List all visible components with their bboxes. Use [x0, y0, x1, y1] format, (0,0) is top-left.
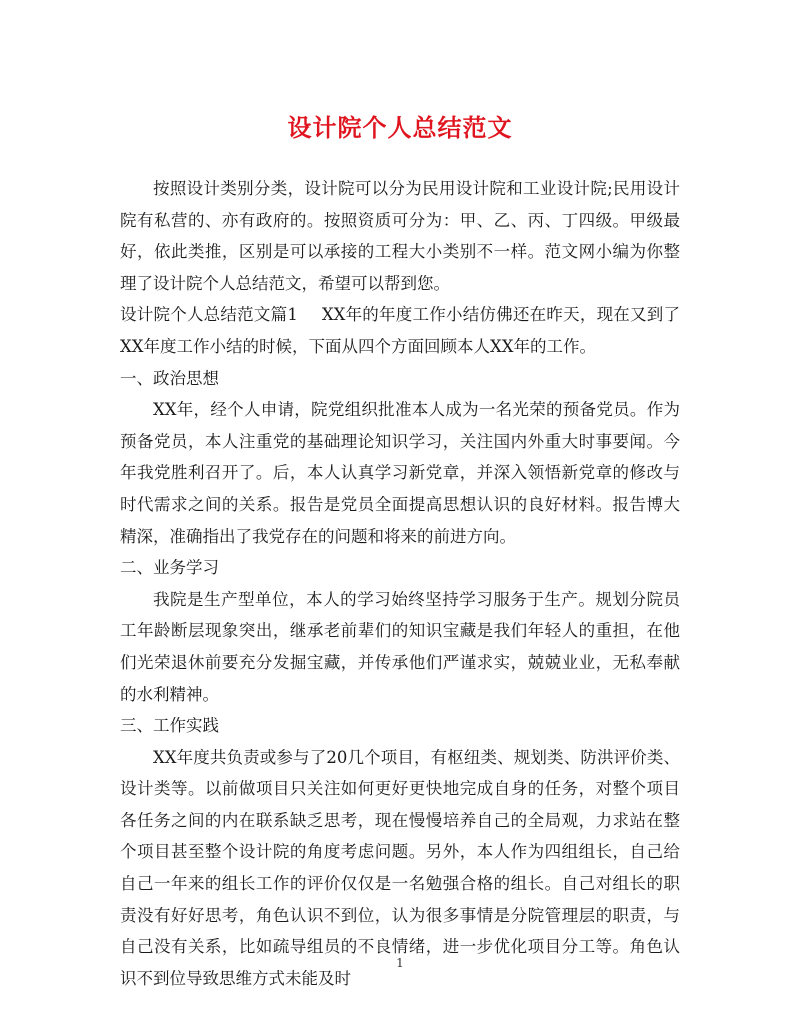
heading-practice: 三、工作实践 — [120, 716, 219, 736]
paragraph-politics: XX年，经个人申请，院党组织批准本人成为一名光荣的预备党员。作为预备党员，本人注重党的基础理论知识学习，关注国内外重大时事要闻。今年我党胜利召开了。后，本人认真学习新党章，并深入领悟新党章的修改与时代需求之间的关系。报告是党员全面提高思想认识的良好材料。报告博大精深，准确指出了我党存在的问题和将来的前进方向。 — [120, 400, 680, 546]
paragraph-practice: XX年度共负责或参与了20几个项目，有枢纽类、规划类、防洪评价类、设计类等。以前做项目只关注如何更好更快地完成自身的任务，对整个项目各任务之间的内在联系缺乏思考，现在慢慢培养自己的全局观，力求站在整个项目甚至整个设计院的角度考虑问题。另外，本人作为四组组长，自己给自己一年来的组长工作的评价仅仅是一名勉强合格的组长。自己对组长的职责没有好好思考，角色认识不到位，认为很多事情是分院管理层的职责，与自己没有关系，比如疏导组员的不良情绪，进一步优化项目分工等。角色认识不到位导致思维方式未能及时 — [120, 747, 680, 988]
paragraph-study: 我院是生产型单位，本人的学习始终坚持学习服务于生产。规划分院员工年龄断层现象突出，继承老前辈们的知识宝藏是我们年轻人的重担，在他们光荣退休前要充分发掘宝藏，并传承他们严谨求实，兢兢业业，无私奉献的水利精神。 — [120, 589, 680, 704]
document-title: 设计院个人总结范文 — [287, 113, 513, 142]
heading-politics: 一、政治思想 — [120, 368, 219, 388]
intro-paragraph: 按照设计类别分类，设计院可以分为民用设计院和工业设计院;民用设计院有私营的、亦有政府的。按照资质可分为：甲、乙、丙、丁四级。甲级最好，依此类推，区别是可以承接的工程大小类别不一样。范文网小编为你整理了设计院个人总结范文，希望可以帮到您。 — [120, 179, 680, 293]
page-number: 1 — [396, 956, 404, 970]
section-intro-paragraph — [120, 299, 680, 362]
heading-study: 二、业务学习 — [120, 558, 219, 578]
section-label: 设计院个人总结范文篇1 — [120, 305, 298, 325]
section-intro-text: XX年的年度工作小结仿佛还在昨天，现在又到了XX年度工作小结的时候，下面从四个方面回顾本人XX年的工作。 — [120, 305, 681, 356]
document-body — [120, 173, 680, 994]
